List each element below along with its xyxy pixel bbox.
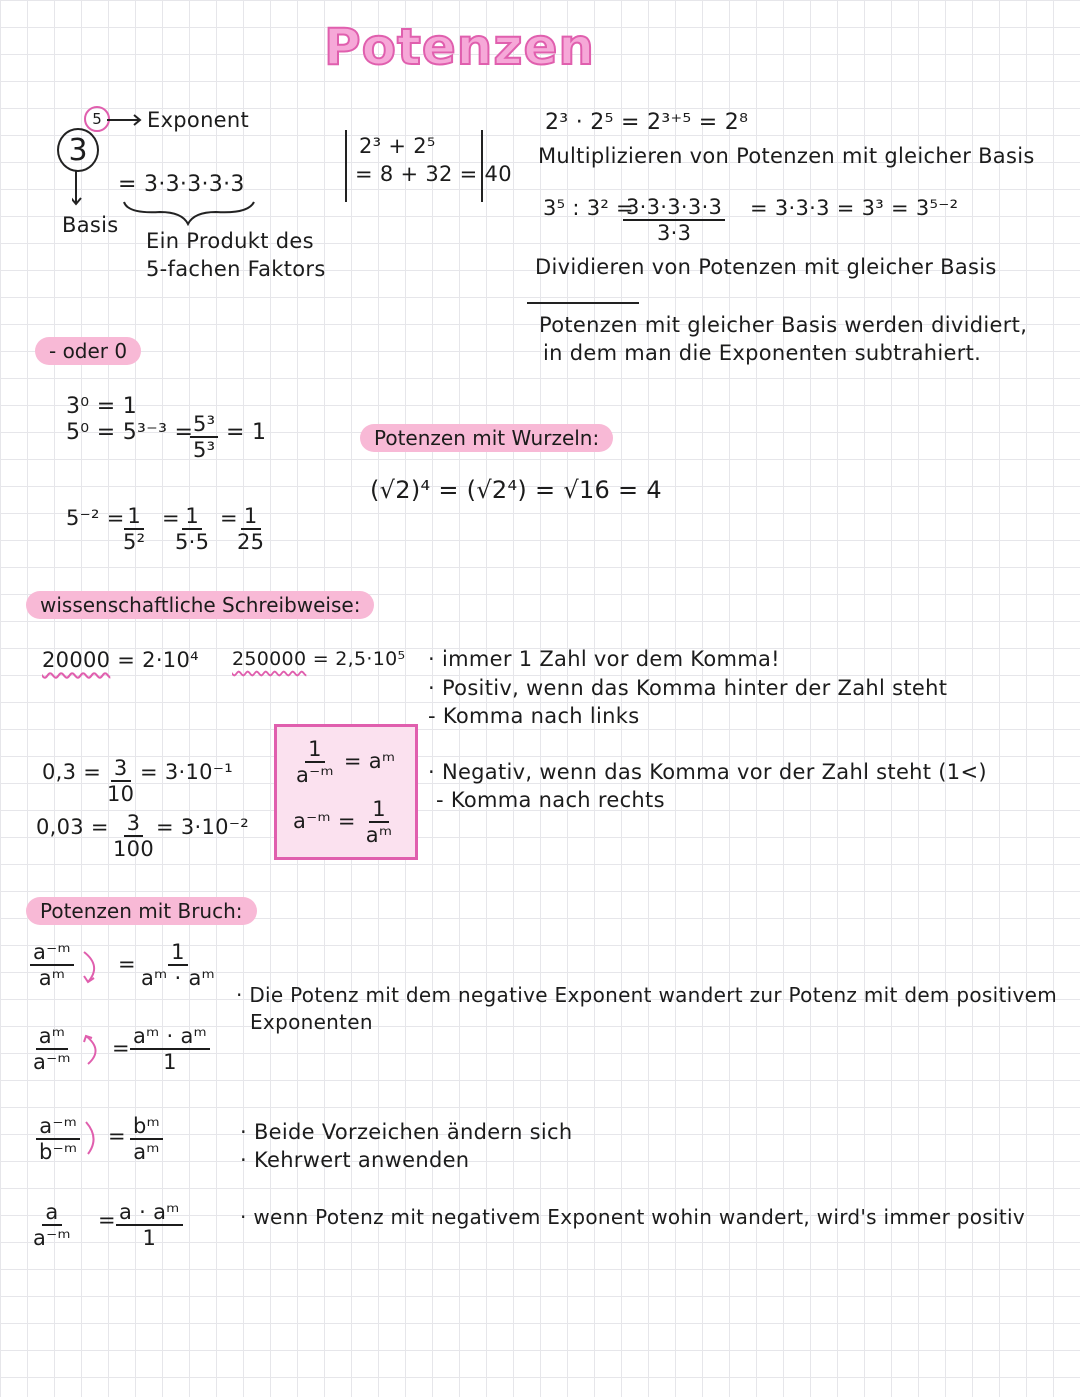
- zero-line-2-right: = 1: [226, 420, 267, 445]
- divide-den: 3·3: [656, 221, 692, 245]
- zero-den: 5³: [193, 438, 216, 462]
- box-f2-left: a⁻ᵐ =: [293, 809, 356, 833]
- multiply-formula: 2³ · 2⁵ = 2³⁺⁵ = 2⁸: [545, 110, 749, 135]
- frac-r1-num: a⁻ᵐ: [30, 940, 74, 966]
- frac-r3-rnum: bᵐ: [130, 1114, 163, 1140]
- page-title: Potenzen: [324, 18, 596, 76]
- base-label: Basis: [62, 213, 119, 237]
- dec1-fraction: [104, 756, 137, 806]
- frac-r4-rnum: a · aᵐ: [116, 1200, 183, 1226]
- zero-heading: - oder 0: [35, 337, 141, 365]
- exponent-value: 5: [92, 110, 102, 128]
- dec2-den: 100: [113, 837, 154, 861]
- neg-f2-den: 5·5: [175, 530, 210, 554]
- divide-label: Dividieren von Potenzen mit gleicher Basis: [535, 255, 997, 279]
- move-arrow-icon-2: [80, 1030, 104, 1070]
- neg-f2-num: 1: [182, 504, 202, 530]
- frac-r2-rnum: aᵐ · aᵐ: [130, 1024, 210, 1050]
- sci-ex2-rest: = 2,5·10⁵: [312, 648, 406, 670]
- box-f2-den: aᵐ: [365, 823, 393, 847]
- neg-eq-1: =: [162, 506, 180, 530]
- frac-r2-num: aᵐ: [36, 1024, 69, 1050]
- divider-line: [527, 302, 639, 304]
- box-f1: [293, 737, 337, 787]
- sci-note-2: · Positiv, wenn das Komma hinter der Zahl steht: [428, 676, 948, 700]
- sci-note-5: - Komma nach rechts: [436, 788, 665, 812]
- zero-line-1: 3⁰ = 1: [66, 394, 138, 419]
- frac-r1-rnum: 1: [168, 940, 188, 966]
- dec2-fraction: [110, 811, 157, 861]
- frac-note-3: · Kehrwert anwenden: [240, 1148, 470, 1172]
- dec1-left: 0,3 =: [42, 760, 102, 784]
- frac-r4-right: [116, 1200, 183, 1250]
- move-arrow-icon-3: [82, 1118, 102, 1158]
- frac-r4-den: a⁻ᵐ: [33, 1226, 71, 1250]
- frac-note-1b: Exponenten: [250, 1010, 373, 1034]
- frac-r1-eq: =: [118, 952, 136, 976]
- sci-note-1: · immer 1 Zahl vor dem Komma!: [428, 647, 780, 671]
- frac-r3-num: a⁻ᵐ: [36, 1114, 80, 1140]
- dec2-right: = 3·10⁻²: [156, 815, 249, 839]
- box-f1-den: a⁻ᵐ: [296, 763, 334, 787]
- frac-r2-den: a⁻ᵐ: [33, 1050, 71, 1074]
- divide-left: 3⁵ : 3² =: [543, 196, 634, 220]
- frac-note-2: · Beide Vorzeichen ändern sich: [240, 1120, 573, 1144]
- sci-note-4: · Negativ, wenn das Komma vor der Zahl steht (1<): [428, 760, 987, 784]
- dec1-right: = 3·10⁻¹: [140, 760, 233, 784]
- box-f2-num: 1: [369, 797, 389, 823]
- brace-icon: [120, 198, 260, 226]
- neg-f3-den: 25: [237, 530, 265, 554]
- divide-right: = 3·3·3 = 3³ = 3⁵⁻²: [750, 196, 959, 220]
- frac-r3-den: b⁻ᵐ: [39, 1140, 78, 1164]
- neg-f1-den: 5²: [123, 530, 146, 554]
- base-value: 3: [68, 132, 88, 168]
- frac-r4-left: [30, 1200, 74, 1250]
- bracket-line-2: = 8 + 32 = 40: [355, 162, 512, 186]
- frac-r2-eq: =: [112, 1036, 130, 1060]
- divide-fraction: [623, 195, 725, 245]
- frac-r4-rden: 1: [142, 1226, 157, 1250]
- divide-num: 3·3·3·3·3: [623, 195, 725, 221]
- frac-r1-rden: aᵐ · aᵐ: [141, 966, 216, 990]
- multiply-label: Multiplizieren von Potenzen mit gleicher Basis: [538, 144, 1035, 168]
- frac-r3-eq: =: [108, 1124, 126, 1148]
- neg-fraction-2: [172, 504, 212, 554]
- product-desc-2: 5-fachen Faktors: [146, 257, 326, 281]
- fractions-heading: Potenzen mit Bruch:: [26, 897, 257, 925]
- move-arrow-icon: [80, 948, 104, 988]
- frac-r2-left: [30, 1024, 74, 1074]
- zero-num: 5³: [190, 412, 218, 438]
- frac-note-1: · Die Potenz mit dem negative Exponent wandert zur Potenz mit dem positivem: [236, 983, 1057, 1007]
- frac-r1-right: [138, 940, 218, 990]
- dec1-den: 10: [107, 782, 135, 806]
- dec1-num: 3: [111, 756, 131, 782]
- frac-r1-den: aᵐ: [38, 966, 66, 990]
- sci-ex2-number: 250000: [232, 648, 307, 670]
- box-f1-right: = aᵐ: [343, 749, 396, 773]
- product-desc-1: Ein Produkt des: [146, 229, 314, 253]
- sci-ex1-number: 20000: [42, 648, 111, 672]
- sci-note-3: - Komma nach links: [428, 704, 640, 728]
- neg-f3-num: 1: [241, 504, 261, 530]
- zero-fraction: [190, 412, 218, 462]
- frac-note-4: · wenn Potenz mit negativem Exponent wohin wandert, wird's immer positiv: [240, 1205, 1025, 1229]
- neg-fraction-1: [120, 504, 148, 554]
- roots-formula: (√2)⁴ = (√2⁴) = √16 = 4: [370, 476, 662, 504]
- zero-line-2-left: 5⁰ = 5³⁻³ =: [66, 420, 194, 445]
- frac-r3-left: [36, 1114, 80, 1164]
- frac-r1-left: [30, 940, 74, 990]
- box-row-2: [293, 797, 395, 847]
- bracket-box: [345, 130, 512, 202]
- frac-r3-right: [130, 1114, 163, 1164]
- sci-example-1: [42, 648, 199, 672]
- neg-eq-2: =: [220, 506, 238, 530]
- neg-f1-num: 1: [124, 504, 144, 530]
- scientific-heading: wissenschaftliche Schreibweise:: [26, 591, 374, 619]
- frac-r4-eq: =: [98, 1208, 116, 1232]
- dec2-left: 0,03 =: [36, 815, 109, 839]
- frac-r2-rden: 1: [163, 1050, 177, 1074]
- rule-box: [274, 724, 418, 860]
- roots-heading: Potenzen mit Wurzeln:: [360, 424, 613, 452]
- sci-ex1-rest: = 2·10⁴: [117, 648, 199, 672]
- box-f2: [363, 797, 396, 847]
- divide-rule-1: Potenzen mit gleicher Basis werden dividiert,: [539, 313, 1028, 337]
- box-row-1: [293, 737, 395, 787]
- divide-rule-2: in dem man die Exponenten subtrahiert.: [543, 341, 982, 365]
- product-expansion: = 3·3·3·3·3: [118, 172, 245, 197]
- neg-fraction-3: [234, 504, 267, 554]
- frac-r4-num: a: [42, 1200, 61, 1226]
- sci-example-2: [232, 648, 405, 670]
- exponent-label: Exponent: [147, 108, 250, 132]
- frac-r2-right: [130, 1024, 210, 1074]
- frac-r3-rden: aᵐ: [133, 1140, 160, 1164]
- neg-left: 5⁻² =: [66, 506, 125, 530]
- box-f1-num: 1: [305, 737, 325, 763]
- bracket-line-1: 2³ + 2⁵: [359, 134, 436, 158]
- dec2-num: 3: [124, 811, 144, 837]
